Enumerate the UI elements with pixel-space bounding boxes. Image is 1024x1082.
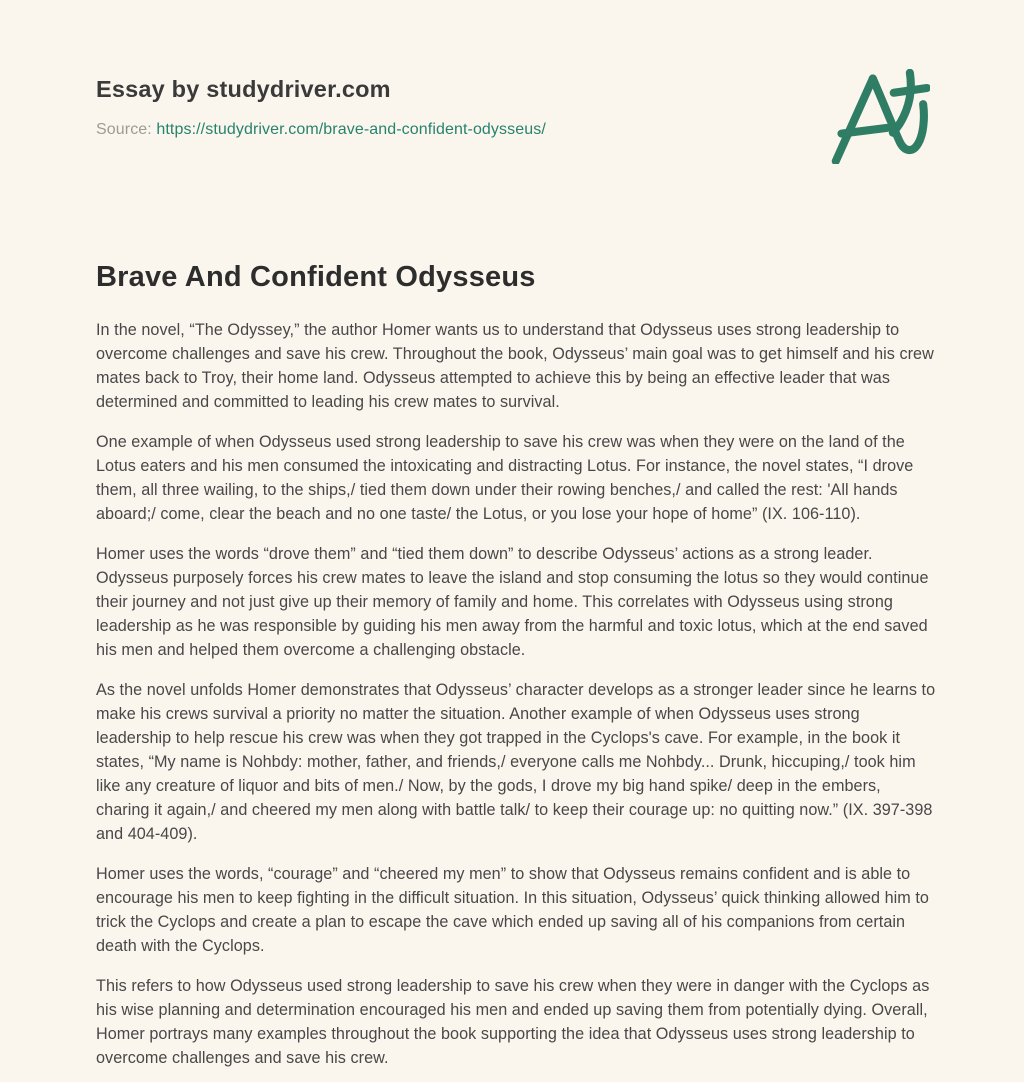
essay-paragraph: One example of when Odysseus used strong leadership to save his crew was when they were on the land of the Lotus eaters and his men consumed the intoxicating and distracting Lotus. For instance, the novel states, “I drove them, all three wailing, to the ships,/ tied them down under their rowing benches,/ and called the rest: 'All hands aboard;/ come, clear the beach and no one taste/ the Lotus, or you lose your hope of home” (IX. 106-110).: [96, 433, 914, 523]
essay-paragraph: Homer uses the words, “courage” and “cheered my men” to show that Odysseus remains confident and is able to encourage his men to keep fighting in the difficult situation. In this situation, Odysseus’ quick thinking allowed him to trick the Cyclops and create a plan to escape the cave which ended up saving all of his companions from certain death with the Cyclops.: [96, 865, 929, 955]
a-plus-logo-icon: [828, 69, 930, 164]
essay-paragraph: Homer uses the words “drove them” and “tied them down” to describe Odysseus’ actions as a strong leader. Odysseus purposely forces his crew mates to leave the island and stop consuming the lotus so they would continue their journey and not just give up their memory of family and home. This correlates with Odysseus using strong leadership as he was responsible by guiding his men away from the harmful and toxic lotus, which at the end saved his men and helped them overcome a challenging obstacle.: [96, 545, 929, 659]
page-header: [96, 76, 930, 164]
essay-title: Brave And Confident Odysseus: [96, 261, 536, 293]
source-label: Source:: [96, 121, 152, 138]
source-line: [96, 121, 546, 139]
essay-body: [96, 318, 936, 1070]
essay-paragraph: As the novel unfolds Homer demonstrates that Odysseus’ character develops as a stronger leader since he learns to make his crews survival a priority no matter the situation. Another example of when Odysseus uses strong leadership to help rescue his crew was when they got trapped in the Cyclops's cave. For example, in the book it states, “My name is Nohbdy: mother, father, and friends,/ everyone calls me Nohbdy... Drunk, hiccuping,/ took him like any creature of liquor and bits of men./ Now, by the gods, I drove my big hand spike/ deep in the embers, charing it again,/ and cheered my men along with battle talk/ to keep their courage up: no quitting now.” (IX. 397-398 and 404-409).: [96, 681, 936, 843]
essay-paragraph: This refers to how Odysseus used strong leadership to save his crew when they were in danger with the Cyclops as his wise planning and determination encouraged his men and ended up saving them from potentially dying. Overall, Homer portrays many examples throughout the book supporting the idea that Odysseus uses strong leadership to overcome challenges and save his crew.: [96, 977, 930, 1067]
source-link[interactable]: https://studydriver.com/brave-and-confident-odysseus/: [156, 121, 546, 138]
page-header-title: Essay by studydriver.com: [96, 76, 391, 102]
header-text-block: [96, 76, 546, 139]
essay-paragraph: In the novel, “The Odyssey,” the author Homer wants us to understand that Odysseus uses strong leadership to overcome challenges and save his crew. Throughout the book, Odysseus’ main goal was to get himself and his crew mates back to Troy, their home land. Odysseus attempted to achieve this by being an effective leader that was determined and committed to leading his crew mates to survival.: [96, 321, 934, 411]
